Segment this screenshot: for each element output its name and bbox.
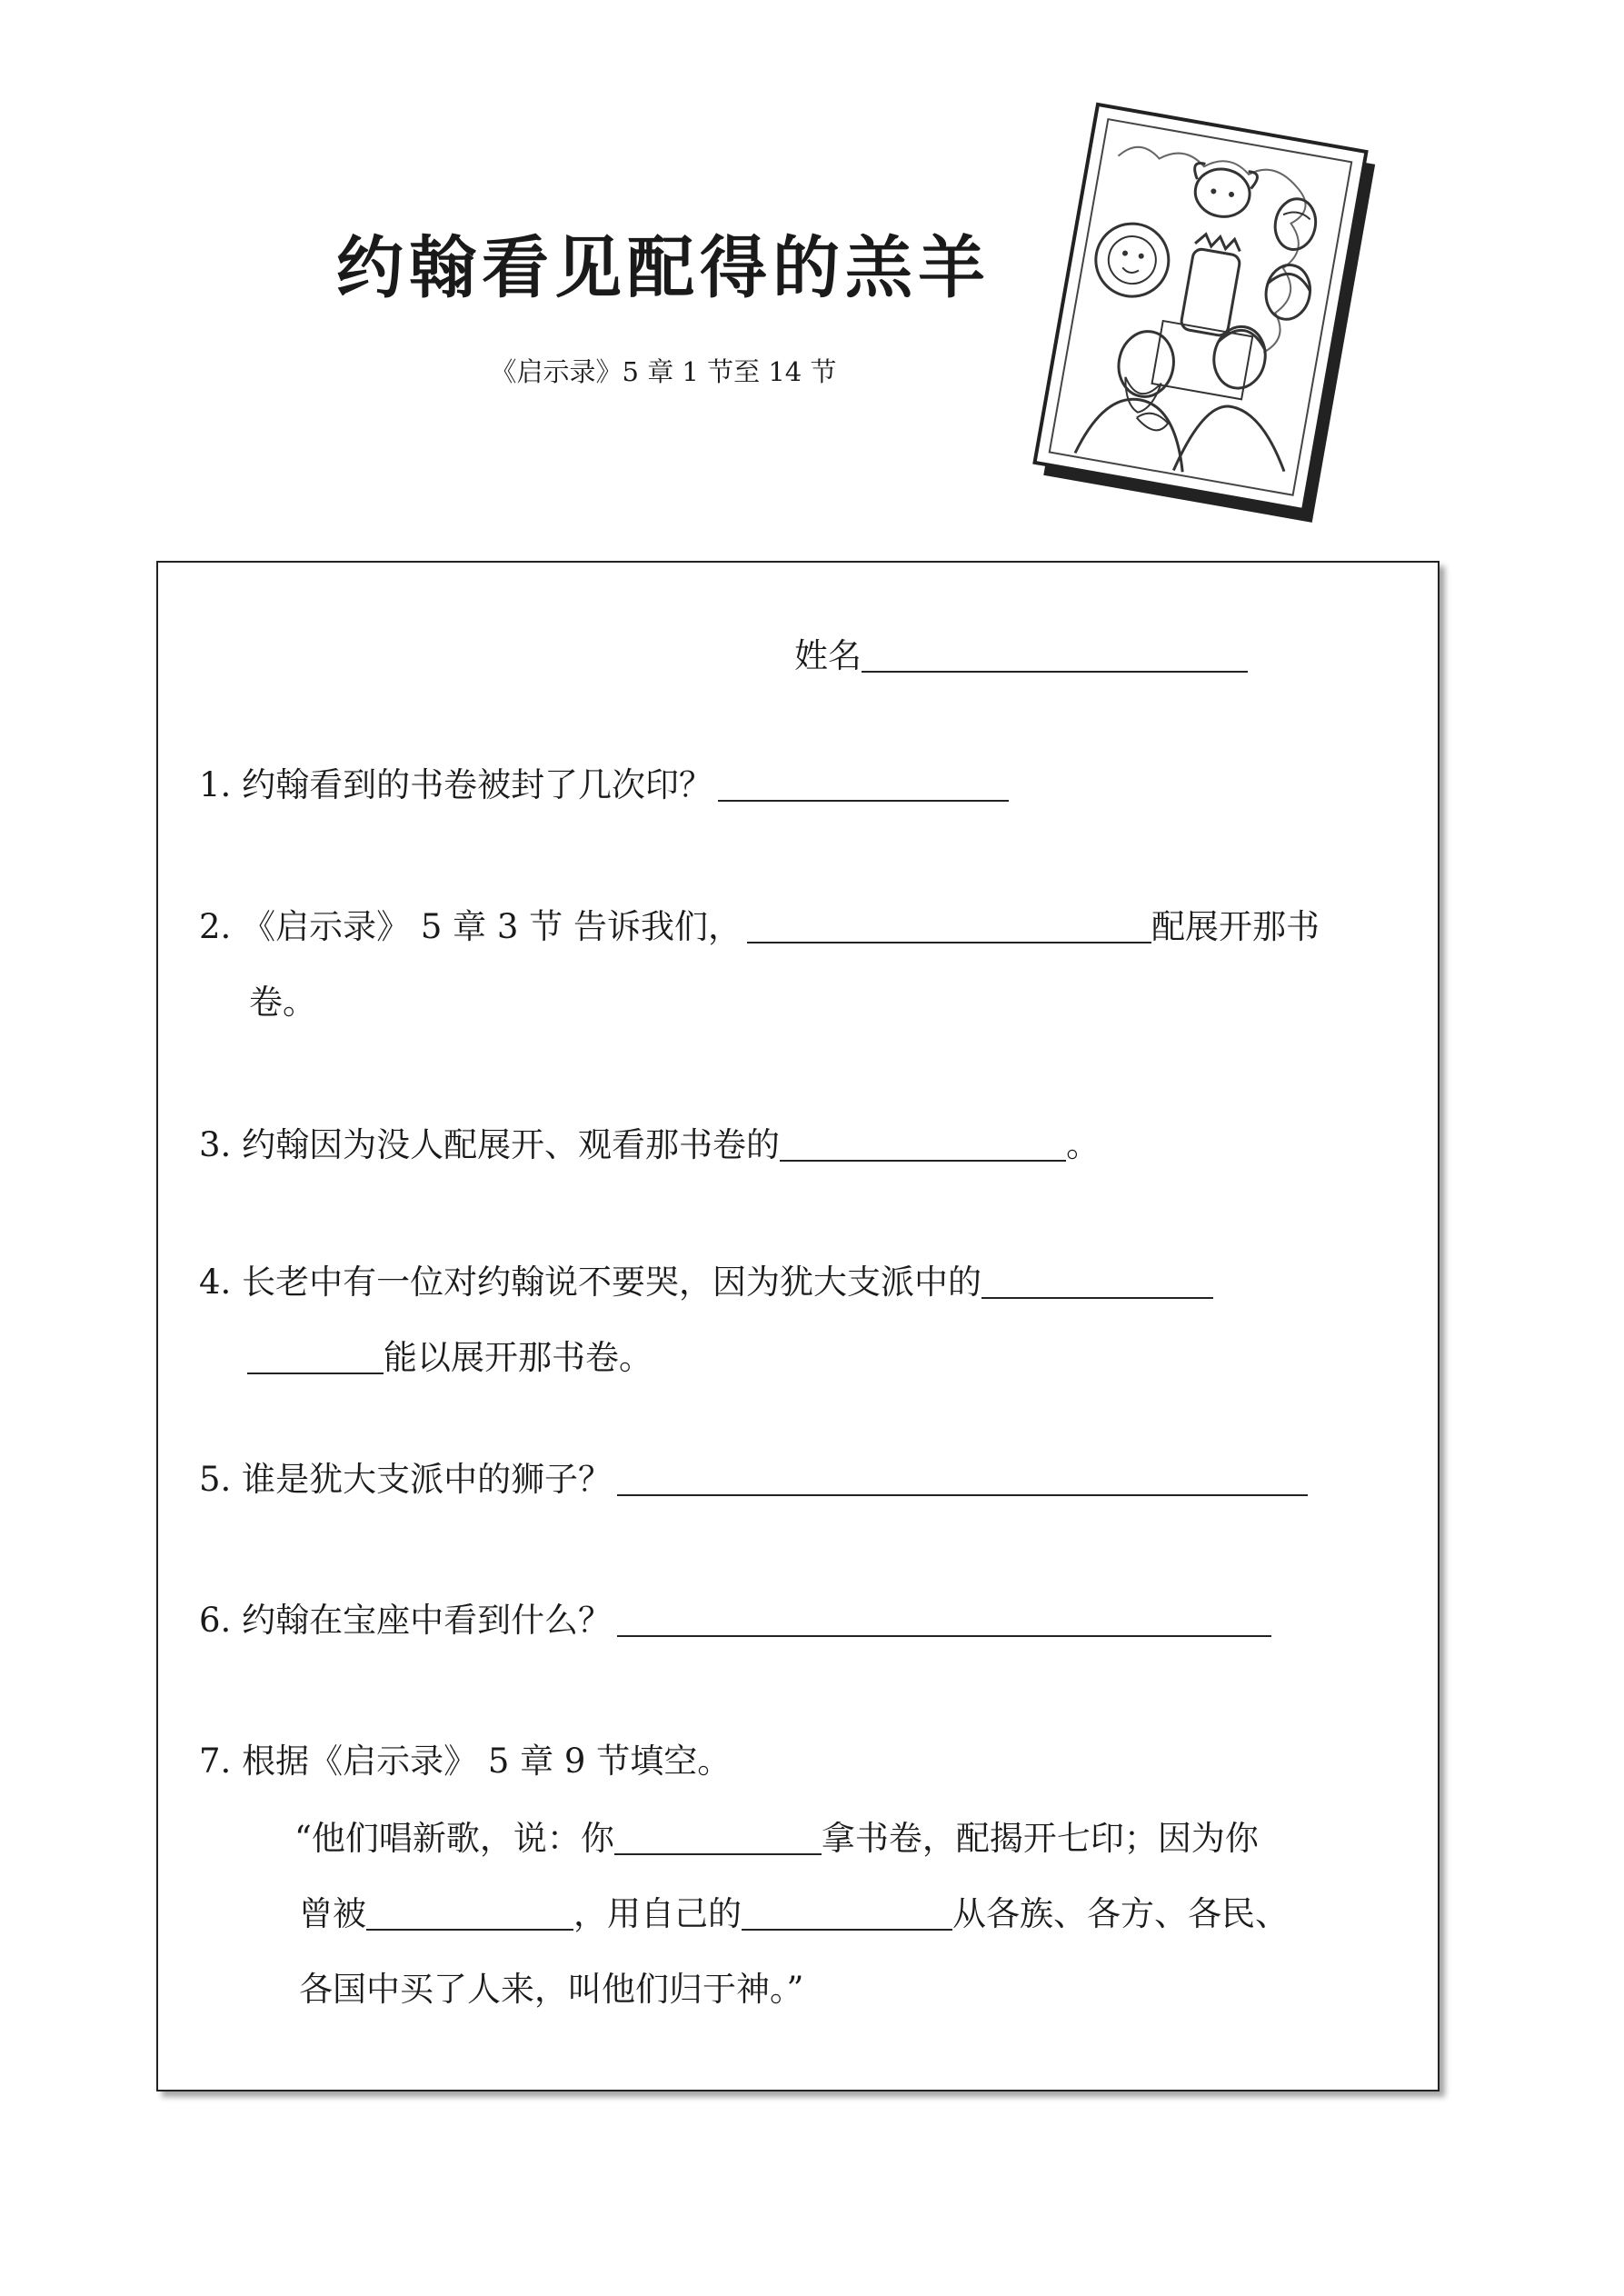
answer-4-field[interactable] bbox=[981, 1266, 1213, 1299]
question-4-text: 4. 长老中有一位对约翰说不要哭，因为犹大支派中的 bbox=[199, 1263, 982, 1302]
answer-5-field[interactable] bbox=[617, 1463, 1308, 1496]
question-5-text: 5. 谁是犹大支派中的狮子？ bbox=[199, 1460, 613, 1499]
verse-text-d: ，用自己的 bbox=[573, 1894, 742, 1933]
verse-blank-3[interactable] bbox=[742, 1898, 952, 1931]
answer-3-field[interactable] bbox=[780, 1129, 1066, 1162]
question-4 bbox=[199, 1263, 1213, 1302]
question-6 bbox=[199, 1601, 1271, 1640]
verse-line-1 bbox=[294, 1819, 1259, 1858]
answer-1-field[interactable] bbox=[718, 769, 1009, 802]
question-1-text: 1. 约翰看到的书卷被封了几次印？ bbox=[199, 765, 713, 804]
question-4-text-end: 能以展开那书卷。 bbox=[384, 1338, 653, 1377]
verse-text-c: 曾被 bbox=[299, 1894, 366, 1933]
question-2-text: 2. 《启示录》 5 章 3 节 告诉我们， bbox=[199, 907, 742, 946]
name-field[interactable] bbox=[862, 640, 1248, 673]
verse-line-3: 各国中买了人来，叫他们归于神。” bbox=[299, 1970, 804, 2009]
question-3 bbox=[199, 1125, 1101, 1164]
verse-text-e: 从各族、各方、各民、 bbox=[952, 1894, 1289, 1933]
question-2-cont: 卷。 bbox=[249, 983, 316, 1022]
scripture-reference: 《启示录》5 章 1 节至 14 节 bbox=[490, 356, 837, 387]
page-title: 约翰看见配得的羔羊 bbox=[336, 229, 991, 307]
answer-2-field[interactable] bbox=[747, 911, 1151, 943]
worksheet-box bbox=[156, 561, 1440, 2091]
question-5 bbox=[199, 1460, 1308, 1499]
question-3-text-end: 。 bbox=[1066, 1125, 1101, 1164]
answer-4-field-cont[interactable] bbox=[247, 1342, 384, 1374]
question-4-cont bbox=[247, 1338, 653, 1377]
name-label: 姓名 bbox=[794, 636, 862, 675]
verse-text-b: 拿书卷，配揭开七印；因为你 bbox=[821, 1819, 1259, 1858]
verse-blank-1[interactable] bbox=[614, 1822, 822, 1855]
verse-text-a: “他们唱新歌，说：你 bbox=[294, 1819, 614, 1858]
question-6-text: 6. 约翰在宝座中看到什么？ bbox=[199, 1601, 613, 1640]
question-1 bbox=[199, 765, 1009, 804]
question-2-text-end: 配展开那书 bbox=[1151, 907, 1320, 946]
answer-6-field[interactable] bbox=[617, 1604, 1271, 1637]
question-2 bbox=[199, 907, 1320, 946]
verse-blank-2[interactable] bbox=[366, 1898, 573, 1931]
coloring-page-thumbnail-icon bbox=[1009, 100, 1390, 545]
question-3-text: 3. 约翰因为没人配展开、观看那书卷的 bbox=[199, 1125, 781, 1164]
verse-line-2 bbox=[299, 1894, 1289, 1933]
name-row bbox=[794, 636, 1248, 675]
question-7: 7. 根据《启示录》 5 章 9 节填空。 bbox=[199, 1742, 732, 1781]
